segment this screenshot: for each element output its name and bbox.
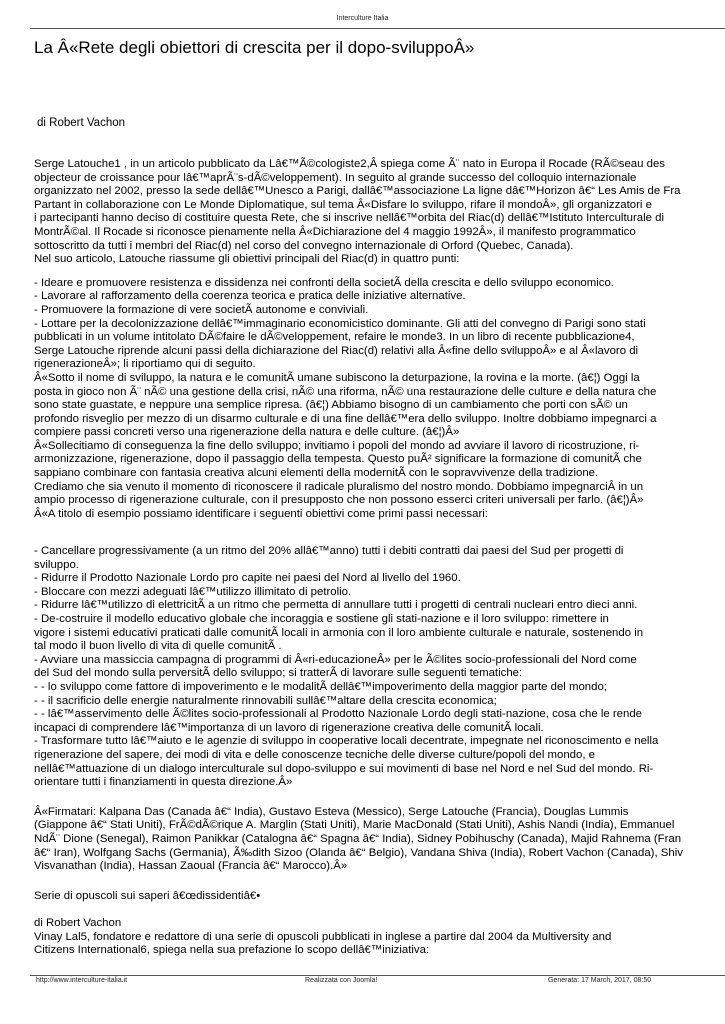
generation-date: Generata: 17 March, 2017, 08:50 [548,977,652,984]
text-line: pubblicati in un volume intitolato DÃ©faire le dÃ©veloppement, refaire le monde3. In un libro di recente pubblicazione4, [34,331,635,344]
footer-divider [30,975,725,976]
text-line: Partant in collaborazione con Le Monde Diplomatique, sul tema Â«Disfare lo sviluppo, rifare il mondoÂ», gli organizzatori e [34,198,652,211]
text-line: (Giappone â€“ Stati Uniti), FrÃ©dÃ©rique A. Marglin (Stati Uniti), Marie MacDonald (Stati Uniti), Ashis Nandi (India), Emmanuel [34,819,675,832]
text-line: nellâ€™attuazione di un dialogo interculturale sul dopo-sviluppo e sui movimenti di base nel Nord e nel Sud del mondo. Ri- [34,762,654,775]
text-line: MontrÃ©al. Il Rocade si riconosce pienamente nella Â«Dichiarazione del 4 maggio 1992Â», il manifesto programmatico [34,225,636,238]
text-line: organizzato nel 2002, presso la sede dellâ€™Unesco a Parigi, dallâ€™associazione La ligne dâ€™Horizon â€“ Les Amis de Fra [34,185,681,198]
text-line: ampio processo di rigenerazione culturale, con il presupposto che non possono esserci criteri universali per farlo. (â€¦)Â» [34,494,644,507]
text-line: sono state guastate, e neppure una semplice ripresa. (â€¦) Abbiamo bisogno di un cambiamento che porti con sÃ© un [34,399,628,412]
text-line: Â«Sotto il nome di sviluppo, la natura e le comunitÃ umane subiscono la deturpazione, la rovina e la morte. (â€¦) Oggi la [34,371,640,384]
text-line: del Sud del mondo sulla perversitÃ dello sviluppo; si tratterÃ di lavorare sulle seguenti tematiche: [34,667,523,680]
text-line: - Cancellare progressivamente (a un ritmo del 20% allâ€™anno) tutti i debiti contratti dai paesi del Sud per progetti di [34,545,624,558]
text-line: posta in gioco non Ã¨ nÃ© una gestione della crisi, nÃ© una riforma, nÃ© una restaurazione delle culture e della natura che [34,385,657,398]
text-line: - Avviare una massiccia campagna di programmi di Â«ri-educazioneÂ» per le Ã©lites socio-professionali del Nord come [34,653,637,666]
text-line: - De-costruire il modello educativo globale che incoraggia e sostiene gli stati-nazione e il loro sviluppo: rimettere in [34,613,609,625]
text-line: incapaci di comprendere lâ€™importanza di un lavoro di rigenerazione creativa delle comunitÃ locali. [34,721,544,734]
text-line: - Trasformare tutto lâ€™aiuto e le agenzie di sviluppo in cooperative locali decentrate, impegnate nel riconoscimento e nella [34,735,659,748]
header-divider [30,28,725,29]
text-line: - Lavorare al rafforzamento della coerenza teorica e pratica delle iniziative alternative. [34,290,466,303]
site-url-link[interactable]: http://www.interculture-italia.it [36,977,128,984]
site-header: Interculture Italia [336,15,389,22]
article-body [34,158,725,958]
text-line: rigenerazioneÂ»; li riportiamo qui di seguito. [34,358,256,371]
text-line: Serge Latouche riprende alcuni passi della dichiarazione del Riac(d) relativi alla Â«fine dello sviluppoÂ» e al Â«lavoro di [34,344,639,357]
text-line [34,521,725,535]
text-line: - Bloccare con mezzi adeguati lâ€™utilizzo illimitato di petrolio. [34,585,352,598]
text-line: - - il sacrificio delle energie naturalmente rinnovabili sullâ€™altare della crescita economica; [34,694,497,707]
text-line: orientare tutti i finanziamenti in questa direzione.Â» [34,776,293,789]
text-line: NdÃ¨ Dione (Senegal), Raimon Panikkar (Catalogna â€“ Spagna â€“ India), Sidney Pobihuschy (Canada), Majid Rahnema (Fran [34,832,682,845]
text-line: - Ideare e promuovere resistenza e dissidenza nei confronti della societÃ della crescita e dello sviluppo economico. [34,276,614,289]
text-line: Nel suo articolo, Latouche riassume gli obiettivi principali del Riac(d) in quattro punti: [34,253,460,266]
text-line: - Ridurre lâ€™utilizzo di elettricitÃ a un ritmo che permetta di annullare tutti i progetti di centrali nucleari entro dieci anni. [34,599,638,612]
text-line: - Ridurre il Prodotto Nazionale Lordo pro capite nei paesi del Nord al livello del 1960. [34,572,461,585]
signatories-paragraph [34,806,725,874]
text-line: Â«Sollecitiamo di conseguenza la fine dello sviluppo; invitiamo i popoli del mondo ad avviare il lavoro di ricostruzione, ri- [34,439,640,452]
text-line: - - lâ€™asservimento delle Ã©lites socio-professionali al Prodotto Nazionale Lordo degli stati-nazione, cosa che le rende [34,708,642,721]
text-line: sappiano combinare con fantasia creativa alcuni elementi della modernitÃ con le sopravvivenze della tradizione. [34,467,599,480]
text-line: Â«A titolo di esempio possiamo identificare i seguenti obiettivi come primi passi necessari: [34,507,488,520]
second-author: di Robert Vachon [34,917,122,930]
text-line: sottoscritto da tutti i membri del Riac(d) nel corso del convegno internazionale di Orford (Quebec, Canada). [34,239,574,252]
text-line: Crediamo che sia venuto il momento di riconoscere il radicale pluralismo del nostro mondo. Dobbiamo impegnarciÂ in un [34,480,644,493]
text-line: objecteur de croissance pour lâ€™aprÃ¨s-dÃ©veloppement). In seguito al grande successo del colloquio internazionale [34,171,637,184]
text-line: tal modo il buon livello di vita di quelle comunitÃ . [34,640,282,653]
text-line: vigore i sistemi educativi praticati dalle comunitÃ locali in armonia con il loro ambiente culturale e naturale, sostenendo in [34,626,644,639]
series-title: Serie di opuscoli sui saperi â€œdissidentiâ€• [34,889,261,902]
text-line: - Lottare per la decolonizzazione dellâ€™immaginario economicistico dominante. Gli atti del convegno di Parigi sono stati [34,317,646,330]
page-title: La Â«Rete degli obiettori di crescita per il dopo-sviluppoÂ» [34,38,475,57]
text-line: - - lo sviluppo come fattore di impoverimento e le modalitÃ dellâ€™impoverimento della maggior parte del mondo; [34,680,607,693]
intro-paragraph [34,158,725,267]
text-line: Â«Firmatari: Kalpana Das (Canada â€“ India), Gustavo Esteva (Messico), Serge Latouche (Francia), Douglas Lummis [34,805,629,818]
points-paragraph [34,277,725,535]
text-line: i partecipanti hanno deciso di costituire questa Rete, che si inscrive nellâ€™orbita del Riac(d) dellâ€™Istituto Interculturale di [34,212,664,225]
text-line: rigenerazione del sapere, dei modi di vita e delle conoscenze tecniche delle diverse culture/popoli del mondo, e [34,748,596,761]
text-line: Serge Latouche1 , in un articolo pubblicato da Lâ€™Ã©cologiste2,Â spiega come Ã¨ nato in Europa il Rocade (RÃ©seau des [34,158,665,170]
text-line: Visvanathan (India), Hassan Zaoual (Francia â€“ Marocco).Â» [34,860,348,873]
cms-credit: Realizzata con Joomla! [305,977,378,984]
article-author: di Robert Vachon [37,117,126,129]
text-line: - Promuovere la formazione di vere societÃ autonome e conviviali. [34,303,369,316]
text-line: armonizzazione, rigenerazione, dopo il passaggio della tempesta. Questo puÃ² significare la formazione di comunitÃ che [34,453,642,466]
text-line: sviluppo. [34,558,79,571]
objectives-list [34,545,725,790]
text-line: profondo risveglio per mezzo di un disarmo culturale e di una fine dellâ€™era dello sviluppo. Inoltre dobbiamo impegnarci a [34,412,657,425]
text-line: Vinay Lal5, fondatore e redattore di una serie di opuscoli pubblicati in inglese a partire dal 2004 da Multiversity and [34,930,612,943]
text-line: compiere passi concreti verso una rigenerazione della natura e delle culture. (â€¦)Â» [34,426,460,439]
text-line: â€“ Iran), Wolfgang Sachs (Germania), Ã‰dith Sizoo (Olanda â€“ Belgio), Vandana Shiva (India), Robert Vachon (Canada), Shiv [34,846,683,859]
text-line: Citizens International6, spiega nella sua prefazione lo scopo dellâ€™iniziativa: [34,944,430,957]
